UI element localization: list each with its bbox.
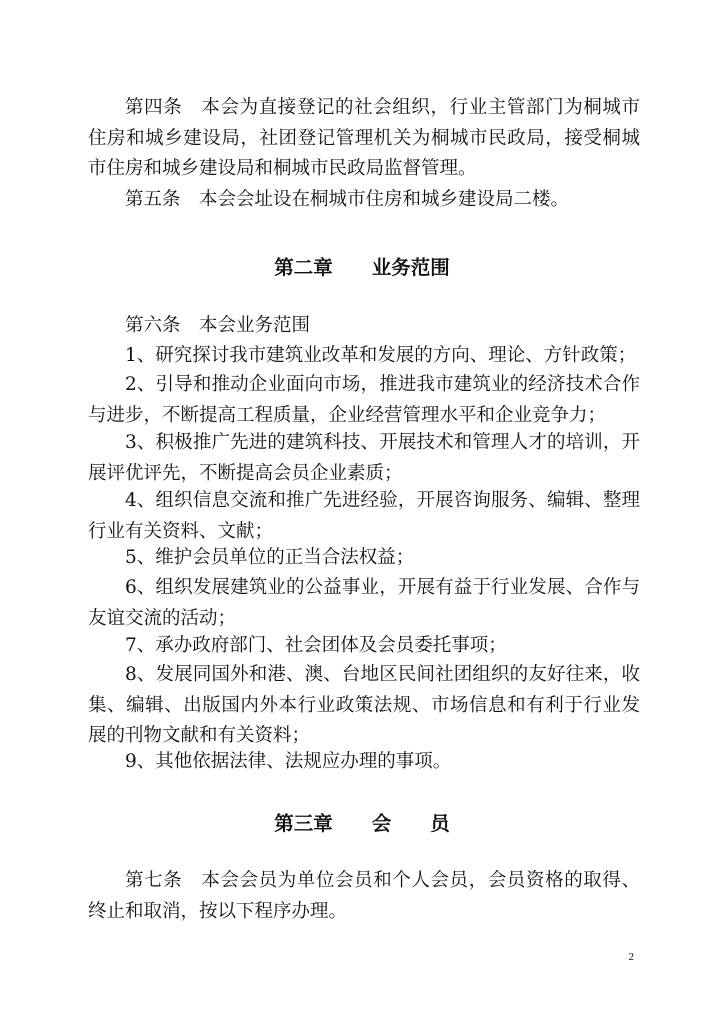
scope-item-5: 5、维护会员单位的正当合法权益； xyxy=(125,547,415,568)
page-number: 2 xyxy=(628,951,634,963)
article-6: 第六条 本会业务范围 xyxy=(125,315,311,336)
chapter-2-title: 第二章 业务范围 xyxy=(274,256,450,279)
scope-item-1: 1、研究探讨我市建筑业改革和发展的方向、理论、方针政策； xyxy=(125,345,637,366)
article-7: 第七条 本会会员为单位会员和个人会员，会员资格的取得、终止和取消，按以下程序办理。 xyxy=(88,870,640,922)
article-4: 第四条 本会为直接登记的社会组织，行业主管部门为桐城市住房和城乡建设局，社团登记管理机关为桐城市民政局，接受桐城市住房和城乡建设局和桐城市民政局监督管理。 xyxy=(88,97,640,179)
scope-item-8: 8、发展同国外和港、澳、台地区民间社团组织的友好往来，收集、编辑、出版国内外本行业政策法规、市场信息和有利于行业发展的刊物文献和有关资料； xyxy=(88,664,640,746)
scope-item-3: 3、积极推广先进的建筑科技、开展技术和管理人才的培训，开展评优评先，不断提高会员企业素质； xyxy=(88,432,640,484)
scope-item-2: 2、引导和推动企业面向市场，推进我市建筑业的经济技术合作与进步，不断提高工程质量，企业经营管理水平和企业竞争力； xyxy=(88,374,640,426)
scope-item-4: 4、组织信息交流和推广先进经验，开展咨询服务、编辑、整理行业有关资料、文献； xyxy=(88,490,640,542)
scope-item-7: 7、承办政府部门、社会团体及会员委托事项； xyxy=(125,635,507,656)
scope-item-6: 6、组织发展建筑业的公益事业，开展有益于行业发展、合作与友谊交流的活动； xyxy=(88,577,640,629)
chapter-3-title: 第三章 会 员 xyxy=(274,812,450,835)
article-5: 第五条 本会会址设在桐城市住房和城乡建设局二楼。 xyxy=(125,189,570,210)
scope-item-9: 9、其他依据法律、法规应办理的事项。 xyxy=(125,751,452,772)
